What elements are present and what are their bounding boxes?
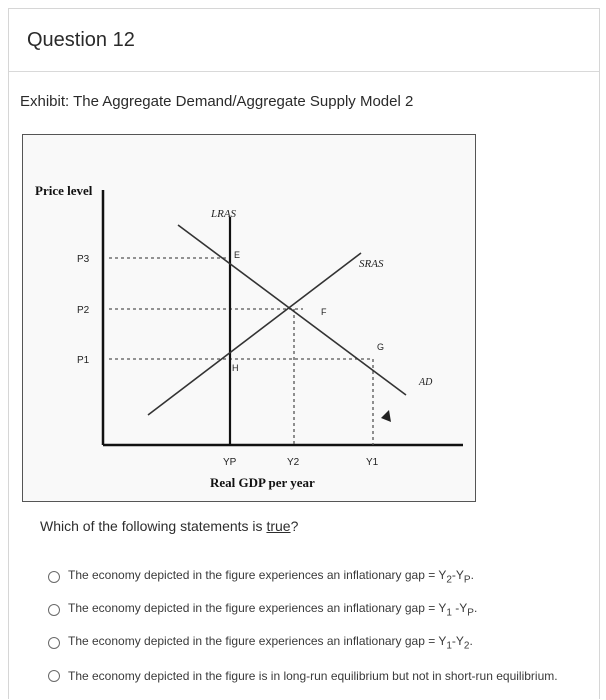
- option-text-end: .: [473, 600, 478, 615]
- question-title: Question 12: [27, 28, 135, 51]
- option-text: The economy depicted in the figure is in long-run equilibrium but not in short-run equilibrium.: [68, 668, 558, 683]
- x-axis-label: Real GDP per year: [210, 475, 315, 490]
- option-text-mid: -Y: [451, 600, 468, 615]
- prompt-emphasis: true: [266, 518, 291, 534]
- answer-options: [48, 560, 578, 692]
- option-text-main: The economy depicted in the figure experiences an inflationary gap = Y: [68, 567, 447, 582]
- p2-label: P2: [77, 305, 90, 316]
- option-text-main: The economy depicted in the figure experiences an inflationary gap = Y: [68, 600, 447, 615]
- y2-label: Y2: [287, 457, 300, 468]
- sras-label: SRAS: [359, 258, 384, 270]
- ad-as-diagram: [22, 134, 476, 502]
- p3-label: P3: [77, 254, 90, 265]
- point-f-label: F: [321, 307, 327, 317]
- lras-label: LRAS: [211, 208, 237, 220]
- option-sub: P: [467, 607, 474, 619]
- y-axis-label: Price level: [35, 183, 93, 198]
- y1-label: Y1: [366, 457, 379, 468]
- sras-curve: [148, 253, 361, 415]
- answer-option-4[interactable]: [48, 659, 578, 692]
- option-sub: 2: [446, 574, 452, 586]
- point-h-label: H: [232, 363, 239, 373]
- ad-label: AD: [419, 377, 433, 388]
- radio-button[interactable]: [48, 604, 60, 616]
- question-prompt: [40, 518, 298, 534]
- point-g-label: G: [377, 342, 385, 352]
- radio-button[interactable]: [48, 571, 60, 583]
- p1-label: P1: [77, 355, 90, 366]
- answer-option-1[interactable]: [48, 560, 578, 593]
- radio-button[interactable]: [48, 670, 60, 682]
- point-e-label: E: [234, 250, 241, 260]
- diagram-svg: [23, 135, 475, 501]
- option-text: [68, 601, 477, 618]
- answer-option-2[interactable]: [48, 593, 578, 626]
- exhibit-title: Exhibit: The Aggregate Demand/Aggregate Supply Model 2: [20, 93, 414, 110]
- option-text-mid: -Y: [451, 567, 464, 582]
- option-sub: 2: [463, 640, 470, 652]
- prompt-end: ?: [290, 518, 299, 534]
- prompt-text: Which of the following statements is: [40, 518, 267, 534]
- option-sub: 1: [446, 607, 452, 619]
- option-text-mid: -Y: [451, 633, 464, 648]
- option-sub: P: [463, 574, 471, 586]
- yp-label: YP: [223, 457, 237, 468]
- question-header: [9, 9, 599, 72]
- option-sub: 1: [446, 640, 452, 652]
- option-text: [68, 568, 474, 585]
- option-text-main: The economy depicted in the figure experiences an inflationary gap = Y: [68, 633, 447, 648]
- arrow-icon: [381, 410, 391, 422]
- option-text: [68, 634, 473, 651]
- option-text-end: .: [470, 567, 474, 582]
- radio-button[interactable]: [48, 637, 60, 649]
- ad-curve: [178, 225, 406, 395]
- answer-option-3[interactable]: [48, 626, 578, 659]
- option-text-end: .: [469, 633, 473, 648]
